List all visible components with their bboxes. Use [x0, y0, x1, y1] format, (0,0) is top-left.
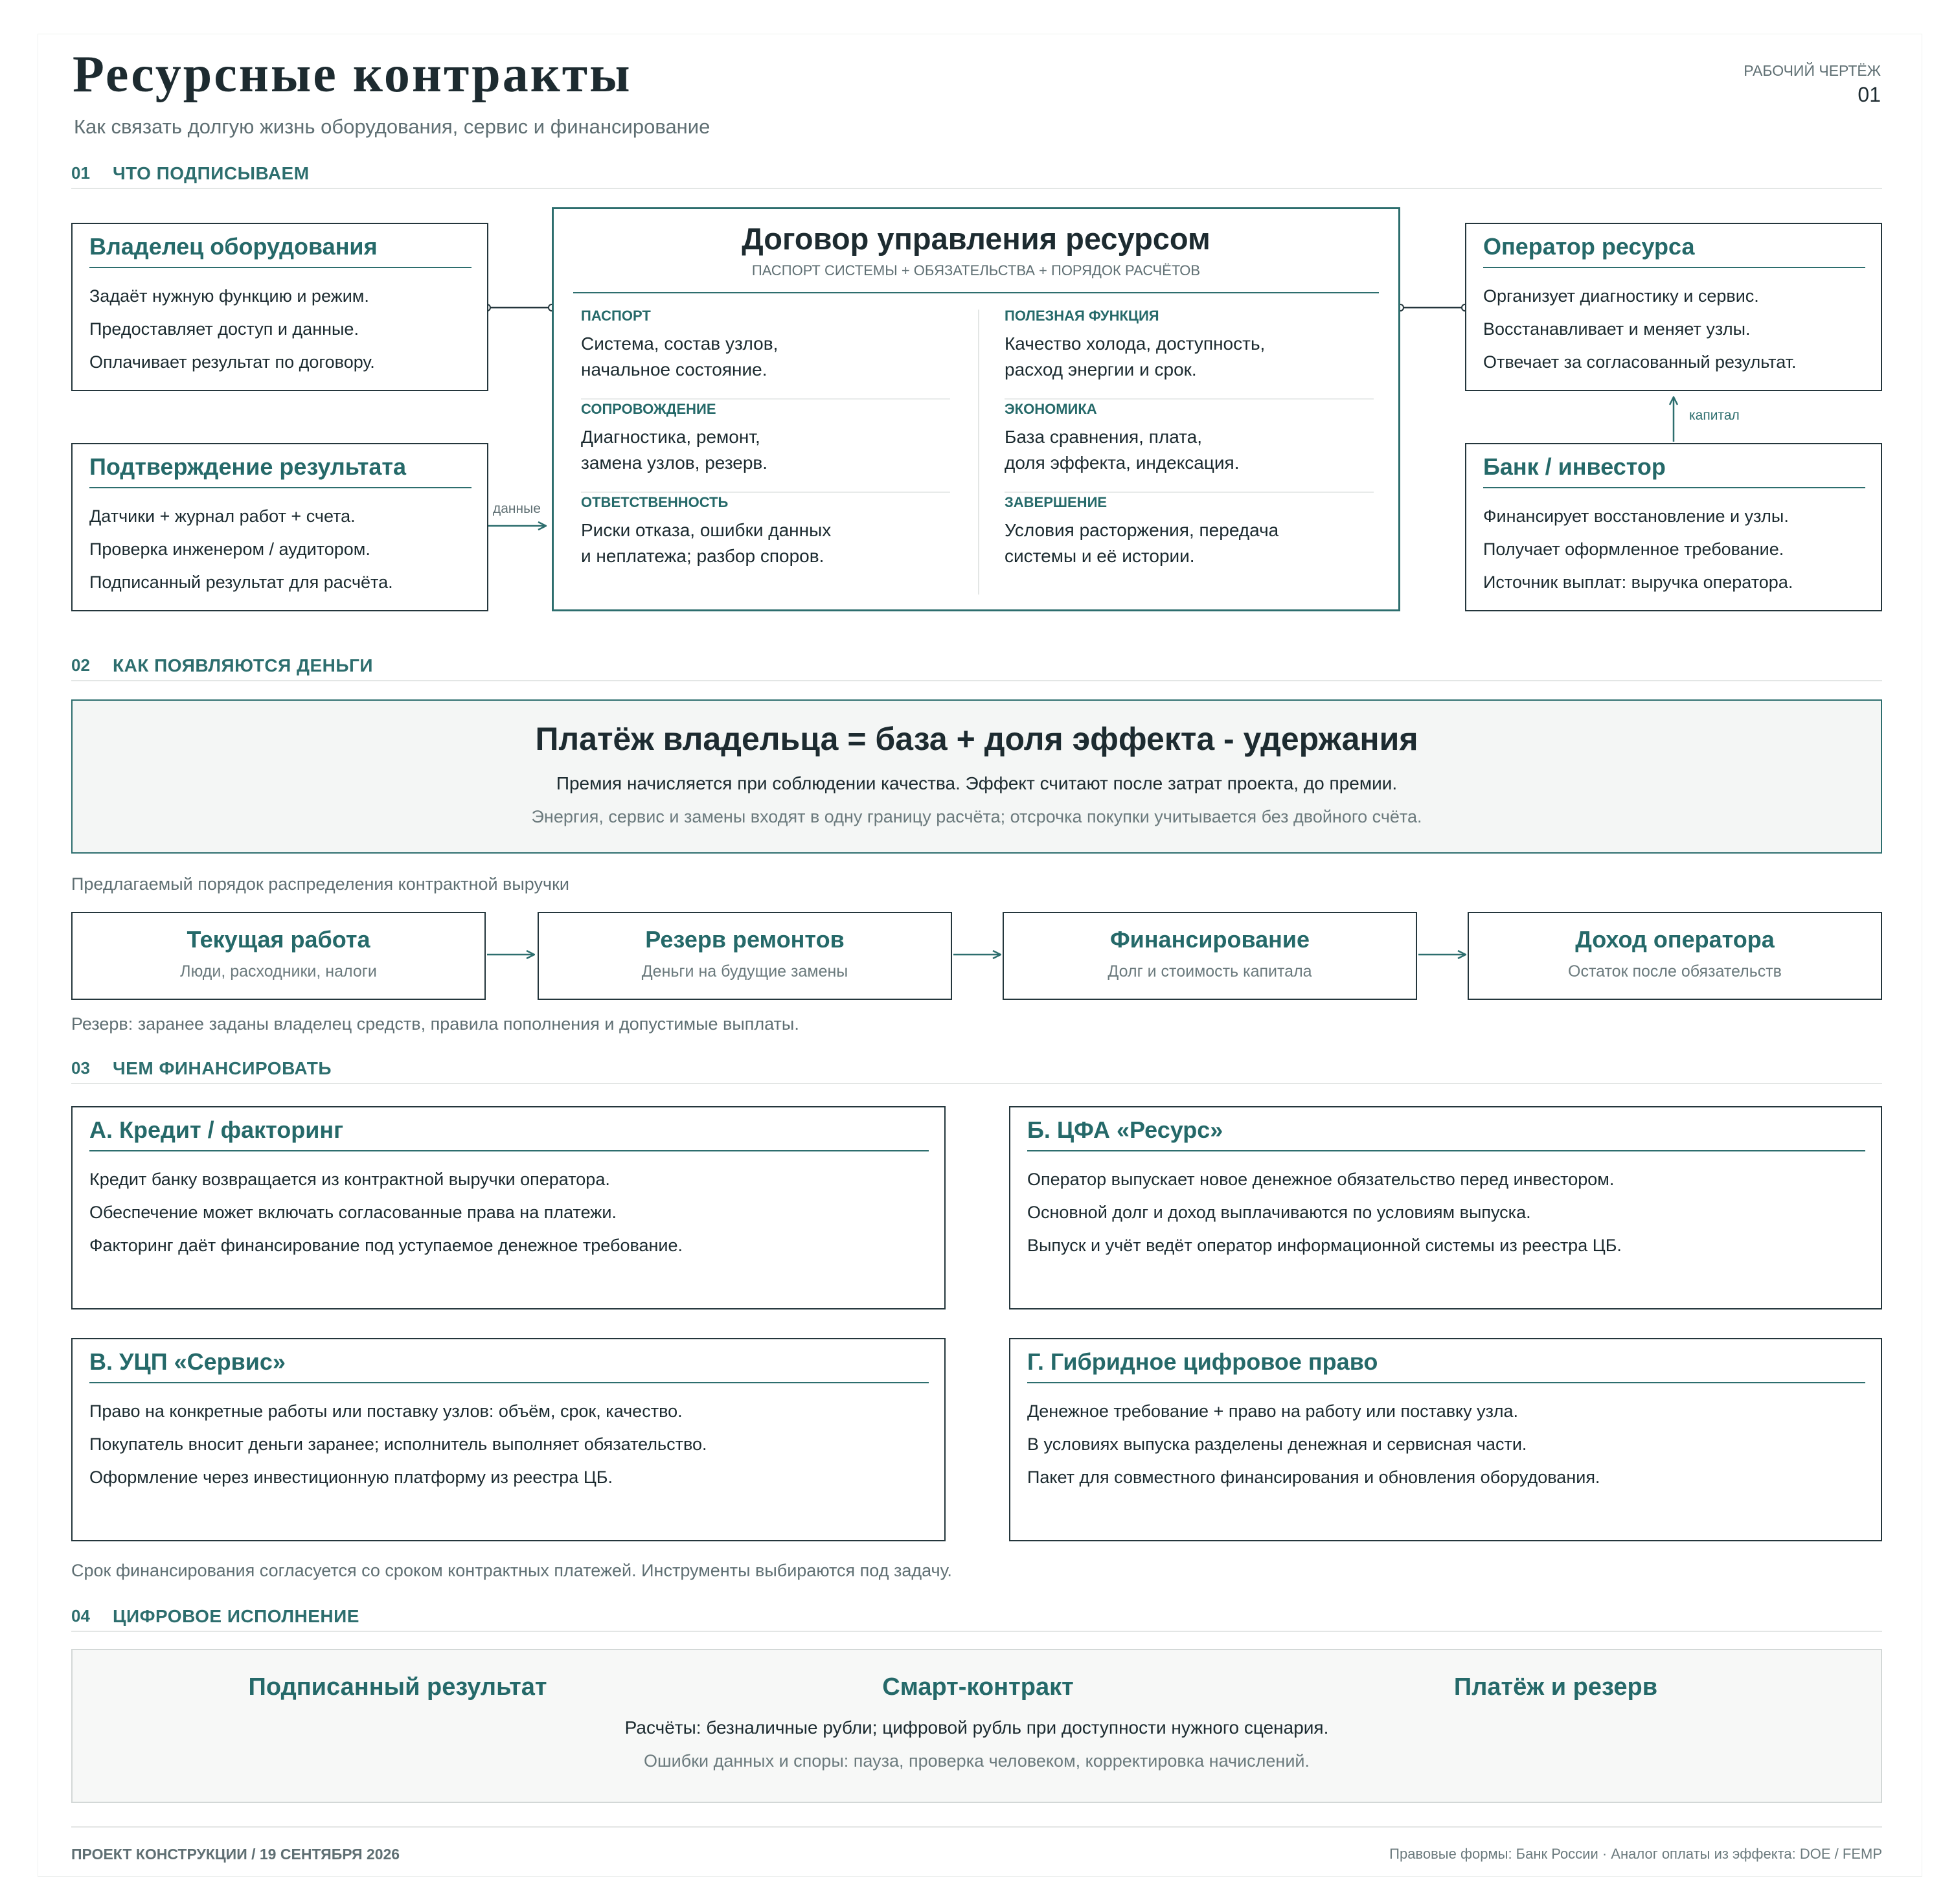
formula-note-1: Премия начисляется при соблюдении качества. Эффект считают после затрат проекта, до премии.	[556, 773, 1398, 793]
financing-option-credit	[71, 1106, 946, 1309]
block-label: ПОЛЕЗНАЯ ФУНКЦИЯ	[1005, 308, 1159, 324]
contract-block-support	[581, 401, 950, 476]
contract-rule	[573, 292, 1379, 293]
option-line: Оформление через инвестиционную платформу из реестра ЦБ.	[89, 1468, 613, 1487]
section-number: 02	[71, 655, 90, 675]
payment-formula: Платёж владельца = база + доля эффекта - удержания	[535, 721, 1418, 757]
financing-option-ucp	[71, 1338, 946, 1541]
digital-execution-panel	[71, 1649, 1882, 1803]
contract-block-passport	[581, 308, 950, 383]
contract-block-liability	[581, 494, 950, 569]
confirmation-title: Подтверждение результата	[89, 453, 472, 488]
drawing-stamp-number: 01	[1858, 83, 1881, 106]
bank-title: Банк / инвестор	[1483, 453, 1865, 488]
option-line: Денежное требование + право на работу или поставку узла.	[1027, 1401, 1519, 1421]
contract-operator-link	[1397, 304, 1468, 311]
block-text: Риски отказа, ошибки данных	[581, 520, 832, 540]
option-title: А. Кредит / факторинг	[89, 1116, 929, 1151]
option-title: Г. Гибридное цифровое право	[1027, 1348, 1865, 1383]
section-title: ЦИФРОВОЕ ИСПОЛНЕНИЕ	[113, 1606, 359, 1626]
step-title: Доход оператора	[1575, 926, 1775, 953]
section-header-02	[71, 654, 1882, 681]
reserve-note: Резерв: заранее заданы владелец средств, правила пополнения и допустимые выплаты.	[71, 1014, 799, 1034]
flow-step-current-work	[71, 912, 486, 1000]
section-number: 04	[71, 1606, 90, 1626]
digital-node-payment-reserve: Платёж и резерв	[1453, 1673, 1658, 1701]
block-separator	[581, 398, 950, 400]
option-line: Пакет для совместного финансирования и обновления оборудования.	[1027, 1468, 1600, 1487]
block-label: ПАСПОРТ	[581, 308, 651, 324]
page-title: Ресурсные контракты	[73, 46, 632, 103]
footer-sources: Правовые формы: Банк России · Аналог оплаты из эффекта: DOE / FEMP	[1389, 1846, 1882, 1862]
section-number: 01	[71, 163, 90, 183]
flow-step-operator-income	[1468, 912, 1882, 1000]
owner-card	[71, 223, 488, 391]
option-title: Б. ЦФА «Ресурс»	[1027, 1116, 1865, 1151]
step-title: Резерв ремонтов	[645, 926, 845, 953]
step-subtitle: Люди, расходники, налоги	[180, 962, 377, 980]
block-separator	[581, 492, 950, 493]
option-line: Обеспечение может включать согласованные права на платежи.	[89, 1203, 617, 1222]
block-text: Система, состав узлов,	[581, 334, 778, 354]
block-separator	[1005, 492, 1374, 493]
footer-project-date: ПРОЕКТ КОНСТРУКЦИИ / 19 СЕНТЯБРЯ 2026	[71, 1846, 400, 1863]
step-subtitle: Долг и стоимость капитала	[1108, 962, 1312, 980]
formula-panel	[71, 699, 1882, 854]
dispute-note: Ошибки данных и споры: пауза, проверка человеком, корректировка начислений.	[643, 1751, 1310, 1771]
option-line: Кредит банку возвращается из контрактной выручки оператора.	[89, 1170, 610, 1189]
distribution-caption: Предлагаемый порядок распределения контрактной выручки	[71, 874, 569, 894]
block-label: СОПРОВОЖДЕНИЕ	[581, 401, 716, 417]
option-line: Право на конкретные работы или поставку узлов: объём, срок, качество.	[89, 1401, 683, 1421]
section-title: КАК ПОЯВЛЯЮТСЯ ДЕНЬГИ	[113, 655, 374, 675]
data-arrow-label: данные	[493, 501, 541, 516]
operator-line: Восстанавливает и меняет узлы.	[1483, 319, 1751, 339]
option-title: В. УЦП «Сервис»	[89, 1348, 929, 1383]
section-header-04	[71, 1605, 1882, 1632]
owner-title: Владелец оборудования	[89, 233, 472, 268]
section-header-03	[71, 1057, 1882, 1084]
digital-node-smart-contract: Смарт-контракт	[882, 1673, 1074, 1701]
option-line: Покупатель вносит деньги заранее; исполнитель выполняет обязательство.	[89, 1434, 707, 1454]
confirmation-line: Проверка инженером / аудитором.	[89, 539, 370, 559]
formula-note-2: Энергия, сервис и замены входят в одну границу расчёта; отсрочка покупки учитывается без двойного счёта.	[531, 807, 1422, 826]
contract-subtitle: ПАСПОРТ СИСТЕМЫ + ОБЯЗАТЕЛЬСТВА + ПОРЯДОК РАСЧЁТОВ	[751, 262, 1201, 278]
bank-line: Финансирует восстановление и узлы.	[1483, 506, 1789, 526]
contract-block-economy	[1005, 401, 1374, 476]
page-subtitle: Как связать долгую жизнь оборудования, сервис и финансирование	[74, 115, 710, 138]
contract-column-divider	[978, 310, 979, 595]
footer-rule	[71, 1826, 1882, 1828]
confirmation-line: Подписанный результат для расчёта.	[89, 572, 393, 592]
bank-line: Получает оформленное требование.	[1483, 539, 1784, 559]
step-subtitle: Деньги на будущие замены	[641, 962, 848, 980]
bank-card	[1465, 443, 1882, 611]
flow-step-repair-reserve	[538, 912, 952, 1000]
section-title: ЧТО ПОДПИСЫВАЕМ	[113, 163, 310, 183]
settlement-note: Расчёты: безналичные рубли; цифровой рубль при доступности нужного сценария.	[624, 1717, 1329, 1738]
bank-line: Источник выплат: выручка оператора.	[1483, 572, 1793, 592]
step-title: Текущая работа	[187, 926, 370, 953]
financing-note: Срок финансирования согласуется со сроком контрактных платежей. Инструменты выбираются под задачу.	[71, 1561, 952, 1580]
block-text: системы и её истории.	[1005, 546, 1195, 566]
step-subtitle: Остаток после обязательств	[1568, 962, 1782, 980]
option-line: В условиях выпуска разделены денежная и сервисная части.	[1027, 1434, 1527, 1454]
section-header-01	[71, 162, 1882, 189]
block-text: доля эффекта, индексация.	[1005, 453, 1240, 473]
flow-step-financing	[1003, 912, 1417, 1000]
block-text: База сравнения, плата,	[1005, 427, 1203, 447]
step-title: Финансирование	[1109, 926, 1310, 953]
block-text: расход энергии и срок.	[1005, 359, 1197, 380]
option-line: Оператор выпускает новое денежное обязательство перед инвестором.	[1027, 1170, 1615, 1189]
contract-card	[552, 207, 1400, 611]
digital-node-signed-result: Подписанный результат	[248, 1673, 547, 1701]
operator-title: Оператор ресурса	[1483, 233, 1865, 268]
operator-line: Отвечает за согласованный результат.	[1483, 352, 1797, 372]
contract-block-completion	[1005, 494, 1374, 569]
block-text: начальное состояние.	[581, 359, 767, 380]
block-text: замена узлов, резерв.	[581, 453, 768, 473]
block-label: ЭКОНОМИКА	[1005, 401, 1097, 417]
operator-card	[1465, 223, 1882, 391]
section-number: 03	[71, 1058, 90, 1078]
drawing-stamp-label: РАБОЧИЙ ЧЕРТЁЖ	[1744, 62, 1881, 79]
option-line: Факторинг даёт финансирование под уступаемое денежное требование.	[89, 1236, 683, 1255]
block-text: Условия расторжения, передача	[1005, 520, 1279, 540]
block-text: и неплатежа; разбор споров.	[581, 546, 824, 566]
block-text: Диагностика, ремонт,	[581, 427, 760, 447]
block-label: ЗАВЕРШЕНИЕ	[1005, 494, 1108, 510]
option-line: Выпуск и учёт ведёт оператор информационной системы из реестра ЦБ.	[1027, 1236, 1622, 1255]
contract-block-function	[1005, 308, 1374, 383]
confirmation-card	[71, 443, 488, 611]
financing-option-hybrid	[1009, 1338, 1882, 1541]
owner-contract-link	[484, 304, 555, 311]
block-text: Качество холода, доступность,	[1005, 334, 1266, 354]
operator-line: Организует диагностику и сервис.	[1483, 286, 1759, 306]
owner-line: Задаёт нужную функцию и режим.	[89, 286, 369, 306]
capital-arrow-label: капитал	[1689, 408, 1740, 423]
block-separator	[1005, 398, 1374, 400]
option-line: Основной долг и доход выплачиваются по условиям выпуска.	[1027, 1203, 1531, 1222]
owner-line: Предоставляет доступ и данные.	[89, 319, 359, 339]
section-title: ЧЕМ ФИНАНСИРОВАТЬ	[113, 1058, 332, 1078]
owner-line: Оплачивает результат по договору.	[89, 352, 375, 372]
contract-title: Договор управления ресурсом	[742, 221, 1210, 256]
financing-option-cfa	[1009, 1106, 1882, 1309]
block-label: ОТВЕТСТВЕННОСТЬ	[581, 494, 729, 510]
confirmation-line: Датчики + журнал работ + счета.	[89, 506, 356, 526]
